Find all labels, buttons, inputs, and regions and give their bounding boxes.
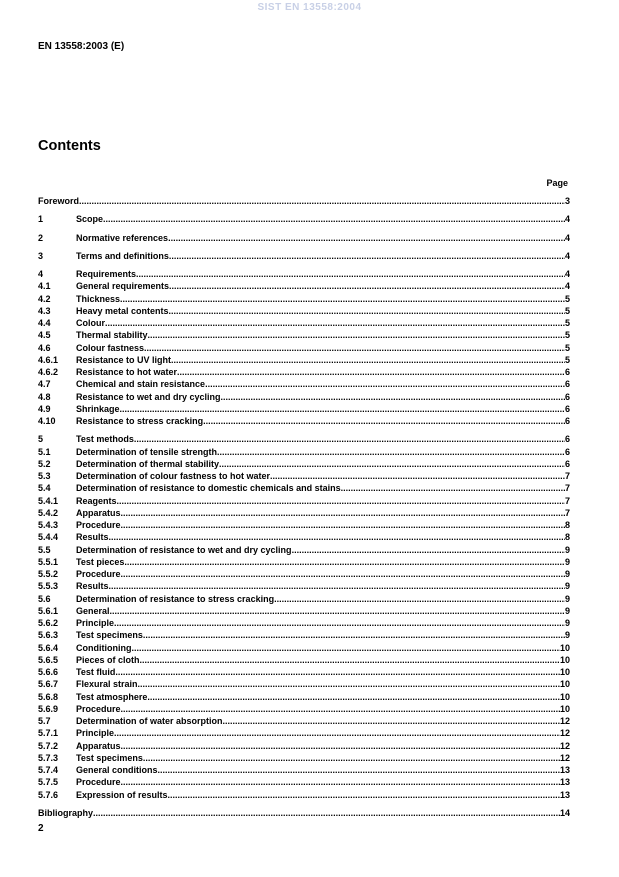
toc-entry-page: 9 — [564, 605, 570, 616]
toc-entry-number: 5.4.2 — [38, 507, 59, 518]
toc-entry[interactable] — [38, 391, 570, 403]
toc-entry-number: 5.7.6 — [38, 789, 59, 800]
toc-entry[interactable] — [38, 415, 570, 427]
dot-leader — [147, 691, 560, 703]
toc-entry[interactable] — [38, 317, 570, 329]
toc-entry-number: 3 — [38, 250, 44, 261]
toc-entry-number: 4.6.2 — [38, 367, 59, 377]
toc-entry-title: Determination of tensile strength — [76, 446, 218, 457]
toc-entry-number: 5.7.2 — [38, 740, 59, 751]
toc-entry-title: General — [76, 605, 110, 616]
toc-entry-title: Test fluid — [76, 667, 116, 677]
toc-entry-number: 4.6 — [38, 342, 51, 353]
toc-entry-title: Normative references — [76, 232, 169, 243]
toc-entry-number: 4.8 — [38, 391, 51, 402]
dot-leader — [131, 642, 560, 654]
toc-entry-number: 4.9 — [38, 403, 51, 414]
toc-entry-number: 5.4.4 — [38, 532, 59, 543]
toc-entry-page: 12 — [559, 752, 570, 763]
toc-entry-number: 4.1 — [38, 281, 51, 292]
toc-entry-title: General requirements — [76, 281, 170, 292]
toc-entry-number: 5.6.5 — [38, 654, 59, 665]
toc-entry[interactable] — [38, 403, 570, 415]
dot-leader — [115, 666, 560, 678]
toc-entry[interactable] — [38, 280, 570, 292]
dot-leader — [121, 703, 560, 715]
toc-entry[interactable] — [38, 678, 570, 690]
toc-entry-number: 4.4 — [38, 318, 51, 328]
toc-entry[interactable] — [38, 580, 570, 592]
toc-entry-page: 9 — [564, 581, 570, 592]
dot-leader — [120, 293, 565, 305]
toc-entry-title: Apparatus — [76, 507, 121, 518]
toc-entry[interactable] — [38, 250, 570, 262]
toc-entry-page: 6 — [564, 367, 570, 377]
toc-entry-number: 4.3 — [38, 305, 51, 316]
dot-leader — [171, 354, 565, 366]
toc-entry-title: Results — [76, 581, 109, 592]
toc-entry-page: 6 — [564, 458, 570, 469]
toc-entry-title: Resistance to wet and dry cycling — [76, 391, 221, 402]
toc-entry-page: 12 — [559, 740, 570, 751]
dot-leader — [120, 403, 565, 415]
toc-entry-page: 10 — [559, 679, 570, 690]
toc-entry-page: 13 — [559, 789, 570, 800]
toc-entry[interactable] — [38, 195, 570, 207]
toc-entry-title: Pieces of cloth — [76, 654, 140, 665]
toc-entry-page: 6 — [564, 391, 570, 402]
toc-entry-number: 5.1 — [38, 446, 51, 457]
toc-entry-page: 6 — [564, 434, 570, 445]
toc-entry-page: 7 — [564, 471, 570, 481]
toc-entry-number: 5.5 — [38, 544, 51, 555]
toc-entry-title: Procedure — [76, 569, 121, 579]
dot-leader — [270, 470, 565, 482]
toc-entry[interactable] — [38, 433, 570, 445]
toc-entry-page: 5 — [564, 354, 570, 365]
toc-entry[interactable] — [38, 293, 570, 305]
toc-entry-page: 9 — [564, 556, 570, 567]
dot-leader — [274, 593, 565, 605]
toc-entry-number: 5.6.2 — [38, 618, 59, 628]
dot-leader — [79, 195, 565, 207]
toc-entry[interactable] — [38, 470, 570, 482]
toc-entry-title: Resistance to hot water — [76, 367, 178, 377]
toc-entry[interactable] — [38, 458, 570, 470]
toc-entry-page: 5 — [564, 293, 570, 304]
toc-entry-page: 3 — [564, 196, 570, 206]
toc-entry-page: 5 — [564, 342, 570, 353]
toc-entry[interactable] — [38, 568, 570, 580]
toc-entry-page: 6 — [564, 403, 570, 414]
dot-leader — [217, 446, 565, 458]
dot-leader — [124, 556, 565, 568]
toc-entry-page: 10 — [559, 703, 570, 714]
toc-entry-number: 5.6.6 — [38, 667, 59, 677]
toc-entry-title: Procedure — [76, 703, 121, 714]
toc-entry-page: 4 — [564, 281, 570, 292]
toc-entry-number: 4.6.1 — [38, 354, 59, 365]
toc-entry-number: 5.6.4 — [38, 642, 59, 653]
toc-entry-number: 4 — [38, 269, 44, 279]
toc-entry-page: 7 — [564, 495, 570, 506]
toc-entry[interactable] — [38, 354, 570, 366]
toc-entry-title: Colour — [76, 318, 105, 328]
toc-entry-title: Thermal stability — [76, 330, 148, 341]
toc-entry-number: 5.5.1 — [38, 556, 59, 567]
toc-entry-title: Principle — [76, 728, 115, 739]
toc-entry[interactable] — [38, 703, 570, 715]
toc-entry[interactable] — [38, 617, 570, 629]
toc-entry[interactable] — [38, 232, 570, 244]
toc-entry-page: 12 — [559, 716, 570, 726]
toc-entry-page: 6 — [564, 446, 570, 457]
toc-entry[interactable] — [38, 807, 570, 819]
toc-entry-number: 4.7 — [38, 379, 51, 390]
toc-entry-page: 6 — [564, 416, 570, 426]
toc-entry-title: Test pieces — [76, 556, 125, 567]
toc-entry[interactable] — [38, 642, 570, 654]
toc-entry-number: 5.6.1 — [38, 605, 59, 616]
toc-entry-number: 5.7.5 — [38, 777, 59, 788]
dot-leader — [158, 764, 560, 776]
toc-entry-number: 5.5.3 — [38, 581, 59, 592]
toc-entry-title: Colour fastness — [76, 342, 145, 353]
toc-entry[interactable] — [38, 446, 570, 458]
toc-entry-title: Principle — [76, 618, 115, 628]
toc-entry[interactable] — [38, 213, 570, 225]
toc-entry-title: Terms and definitions — [76, 250, 169, 261]
toc-entry-number: 4.10 — [38, 416, 56, 426]
dot-leader — [138, 678, 560, 690]
toc-entry-number: 1 — [38, 214, 44, 225]
toc-entry-number: 5.2 — [38, 458, 51, 469]
toc-entry-page: 4 — [564, 269, 570, 279]
dot-leader — [143, 629, 565, 641]
toc-entry-title: Foreword — [38, 196, 80, 206]
toc-entry-page: 4 — [564, 214, 570, 225]
toc-entry-number: 4.5 — [38, 330, 51, 341]
toc-entry[interactable] — [38, 507, 570, 519]
dot-leader — [134, 433, 565, 445]
toc-entry-page: 7 — [564, 483, 570, 494]
toc-entry[interactable] — [38, 789, 570, 801]
dot-leader — [93, 807, 560, 819]
toc-entry-title: Test methods — [76, 434, 134, 445]
toc-entry-page: 9 — [564, 544, 570, 555]
toc-entry[interactable] — [38, 752, 570, 764]
toc-entry-title: General conditions — [76, 765, 158, 775]
toc-entry-number: 5.3 — [38, 471, 51, 481]
toc-entry[interactable] — [38, 629, 570, 641]
toc-entry[interactable] — [38, 593, 570, 605]
toc-entry-page: 10 — [559, 642, 570, 653]
toc-entry-page: 9 — [564, 569, 570, 579]
toc-entry-title: Reagents — [76, 495, 117, 506]
toc-entry-page: 4 — [564, 232, 570, 243]
toc-entry-title: Test atmosphere — [76, 691, 148, 702]
toc-entry[interactable] — [38, 740, 570, 752]
toc-entry-page: 9 — [564, 593, 570, 604]
toc-entry-title: Scope — [76, 214, 104, 225]
dot-leader — [105, 317, 565, 329]
toc-entry-page: 8 — [564, 520, 570, 530]
toc-entry[interactable] — [38, 691, 570, 703]
toc-entry-number: 5.6 — [38, 593, 51, 604]
toc-entry[interactable] — [38, 776, 570, 788]
toc-entry-page: 13 — [559, 777, 570, 788]
dot-leader — [168, 789, 560, 801]
toc-entry[interactable] — [38, 519, 570, 531]
dot-leader — [341, 482, 565, 494]
watermark: SIST EN 13558:2004 — [257, 2, 362, 13]
toc-entry-number: 5.6.7 — [38, 679, 59, 690]
dot-leader — [121, 507, 565, 519]
toc-entry-title: Heavy metal contents — [76, 305, 169, 316]
toc-entry-title: Determination of thermal stability — [76, 458, 220, 469]
dot-leader — [110, 605, 565, 617]
toc-entry-page: 5 — [564, 318, 570, 328]
toc-entry-title: Test specimens — [76, 630, 143, 641]
toc-entry-title: Shrinkage — [76, 403, 120, 414]
dot-leader — [109, 580, 565, 592]
dot-leader — [144, 342, 565, 354]
dot-leader — [169, 250, 565, 262]
toc-entry[interactable] — [38, 544, 570, 556]
dot-leader — [205, 378, 565, 390]
toc-entry-number: 5.7.1 — [38, 728, 59, 739]
dot-leader — [223, 715, 560, 727]
toc-entry-title: Chemical and stain resistance — [76, 379, 206, 390]
toc-entry-number: 5.4.1 — [38, 495, 59, 506]
dot-leader — [114, 617, 565, 629]
toc-entry[interactable] — [38, 482, 570, 494]
toc-entry-number: 5 — [38, 434, 44, 445]
toc-entry-page: 8 — [564, 532, 570, 543]
toc-entry-page: 10 — [559, 654, 570, 665]
toc-entry-title: Resistance to stress cracking — [76, 416, 204, 426]
toc-entry[interactable] — [38, 531, 570, 543]
toc-entry-page: 5 — [564, 305, 570, 316]
document-id: EN 13558:2003 (E) — [38, 41, 125, 52]
toc-entry-page: 14 — [559, 807, 570, 818]
toc-entry-page: 10 — [559, 691, 570, 702]
toc-entry-page: 5 — [564, 330, 570, 341]
table-of-contents — [38, 195, 570, 819]
toc-entry-number: 5.7.3 — [38, 752, 59, 763]
toc-entry-page: 7 — [564, 507, 570, 518]
toc-entry-title: Requirements — [76, 269, 137, 279]
dot-leader — [169, 280, 565, 292]
contents-heading: Contents — [38, 138, 101, 154]
toc-entry-title: Bibliography — [38, 807, 94, 818]
toc-entry-title: Flexural strain — [76, 679, 138, 690]
dot-leader — [169, 305, 565, 317]
dot-leader — [219, 458, 565, 470]
toc-entry-title: Expression of results — [76, 789, 168, 800]
dot-leader — [114, 727, 560, 739]
dot-leader — [148, 329, 565, 341]
toc-entry-number: 5.6.8 — [38, 691, 59, 702]
toc-entry-page: 13 — [559, 765, 570, 775]
toc-entry[interactable] — [38, 329, 570, 341]
toc-entry-title: Results — [76, 532, 109, 543]
page-column-label: Page — [546, 178, 568, 188]
toc-entry[interactable] — [38, 378, 570, 390]
toc-entry[interactable] — [38, 666, 570, 678]
toc-entry[interactable] — [38, 556, 570, 568]
toc-entry-title: Determination of resistance to wet and dry cycling — [76, 544, 292, 555]
toc-entry-title: Determination of water absorption — [76, 716, 223, 726]
toc-entry[interactable] — [38, 605, 570, 617]
toc-entry-title: Determination of colour fastness to hot water — [76, 471, 271, 481]
toc-entry-number: 5.7.4 — [38, 765, 59, 775]
dot-leader — [136, 268, 565, 280]
toc-entry-title: Test specimens — [76, 752, 143, 763]
toc-entry-number: 5.4.3 — [38, 520, 59, 530]
toc-entry[interactable] — [38, 495, 570, 507]
toc-entry-number: 5.5.2 — [38, 569, 59, 579]
dot-leader — [292, 544, 565, 556]
dot-leader — [221, 391, 565, 403]
toc-entry-title: Conditioning — [76, 642, 132, 653]
toc-entry-page: 9 — [564, 618, 570, 628]
toc-entry-title: Determination of resistance to stress cracking — [76, 593, 275, 604]
dot-leader — [121, 568, 565, 580]
dot-leader — [117, 495, 565, 507]
dot-leader — [168, 232, 565, 244]
toc-entry-title: Thickness — [76, 293, 121, 304]
toc-entry[interactable] — [38, 715, 570, 727]
toc-entry-page: 9 — [564, 630, 570, 641]
dot-leader — [121, 740, 560, 752]
toc-entry-page: 6 — [564, 379, 570, 390]
page-number: 2 — [38, 823, 44, 834]
dot-leader — [109, 531, 565, 543]
dot-leader — [121, 776, 560, 788]
toc-entry-title: Apparatus — [76, 740, 121, 751]
toc-entry[interactable] — [38, 305, 570, 317]
toc-entry[interactable] — [38, 654, 570, 666]
toc-entry[interactable] — [38, 342, 570, 354]
dot-leader — [121, 519, 565, 531]
toc-entry-number: 2 — [38, 232, 44, 243]
toc-entry[interactable] — [38, 268, 570, 280]
toc-entry-page: 12 — [559, 728, 570, 739]
dot-leader — [140, 654, 560, 666]
dot-leader — [103, 213, 565, 225]
toc-entry-title: Determination of resistance to domestic chemicals and stains — [76, 483, 341, 494]
toc-entry-title: Procedure — [76, 520, 121, 530]
toc-entry-title: Resistance to UV light — [76, 354, 172, 365]
toc-entry[interactable] — [38, 764, 570, 776]
toc-entry-number: 5.6.9 — [38, 703, 59, 714]
dot-leader — [203, 415, 565, 427]
dot-leader — [143, 752, 560, 764]
toc-entry-number: 5.4 — [38, 483, 51, 494]
toc-entry-title: Procedure — [76, 777, 121, 788]
toc-entry[interactable] — [38, 727, 570, 739]
toc-entry-page: 10 — [559, 667, 570, 677]
toc-entry-number: 5.6.3 — [38, 630, 59, 641]
toc-entry[interactable] — [38, 366, 570, 378]
dot-leader — [177, 366, 565, 378]
toc-entry-page: 4 — [564, 250, 570, 261]
toc-entry-number: 4.2 — [38, 293, 51, 304]
toc-entry-number: 5.7 — [38, 716, 51, 726]
